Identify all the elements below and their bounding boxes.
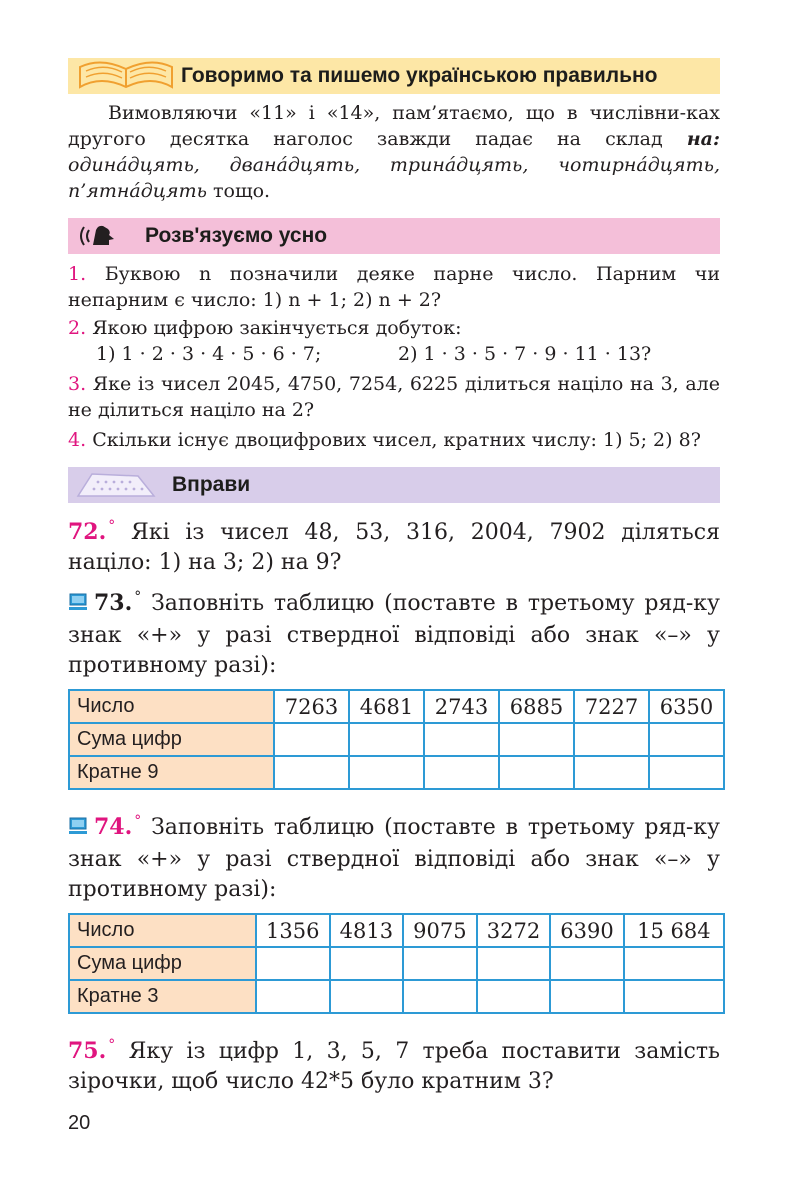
exercises-section-header bbox=[68, 467, 720, 503]
empty-cell[interactable] bbox=[424, 723, 499, 756]
empty-cell[interactable] bbox=[330, 947, 404, 980]
open-book-icon bbox=[76, 58, 176, 94]
ruler-triangle-icon bbox=[76, 467, 156, 503]
table-row: Сума цифр bbox=[69, 947, 724, 980]
empty-cell[interactable] bbox=[274, 756, 349, 789]
table-row: Кратне 9 bbox=[69, 756, 724, 789]
empty-cell[interactable] bbox=[256, 980, 330, 1013]
exercise-72: 72. ° Які із чисел 48, 53, 316, 2004, 7902 діляться націло: 1) на 3; 2) на 9? bbox=[68, 518, 720, 575]
empty-cell[interactable] bbox=[349, 723, 424, 756]
empty-cell[interactable] bbox=[499, 723, 574, 756]
oral-tasks bbox=[68, 261, 720, 453]
oral-task-4: 4. Скільки існує двоцифрових чисел, кратних числу: 1) 5; 2) 8? bbox=[68, 429, 701, 451]
table-73 bbox=[68, 689, 725, 790]
empty-cell[interactable] bbox=[477, 947, 551, 980]
empty-cell[interactable] bbox=[424, 756, 499, 789]
table-row: Кратне 3 bbox=[69, 980, 724, 1013]
table-row: Сума цифр bbox=[69, 723, 724, 756]
empty-cell[interactable] bbox=[256, 947, 330, 980]
empty-cell[interactable] bbox=[550, 947, 624, 980]
empty-cell[interactable] bbox=[574, 723, 649, 756]
empty-cell[interactable] bbox=[624, 947, 724, 980]
empty-cell[interactable] bbox=[499, 756, 574, 789]
exercises-section-title: Вправи bbox=[172, 473, 251, 496]
empty-cell[interactable] bbox=[349, 756, 424, 789]
oral-task-2: 2. Якою цифрою закінчується добуток: bbox=[68, 317, 462, 339]
rule-section-title: Говоримо та пишемо українською правильно bbox=[181, 64, 658, 87]
speaking-head-icon bbox=[76, 218, 118, 254]
exercise-74: 74. ° Заповніть таблицю (поставте в третьому ряд-ку знак «+» у разі ствердної відповіді або знак «–» у противному разі): bbox=[68, 813, 720, 902]
empty-cell[interactable] bbox=[624, 980, 724, 1013]
oral-task-3: 3. Яке із чисел 2045, 4750, 7254, 6225 ділиться націло на 3, але не ділиться націло на 2? bbox=[68, 373, 720, 421]
computer-icon bbox=[68, 815, 88, 845]
empty-cell[interactable] bbox=[403, 947, 477, 980]
exercise-75: 75. ° Яку із цифр 1, 3, 5, 7 треба поставити замість зірочки, щоб число 42*5 було кратним 3? bbox=[68, 1037, 720, 1094]
table-74 bbox=[68, 913, 725, 1014]
textbook-page bbox=[68, 58, 720, 1097]
empty-cell[interactable] bbox=[649, 723, 724, 756]
empty-cell[interactable] bbox=[330, 980, 404, 1013]
empty-cell[interactable] bbox=[649, 756, 724, 789]
rule-section-header bbox=[68, 58, 720, 94]
empty-cell[interactable] bbox=[403, 980, 477, 1013]
oral-task-2-subitems: 1) 1 · 2 · 3 · 4 · 5 · 6 · 7; 2) 1 · 3 · 5 · 7 · 9 · 11 · 13? bbox=[96, 343, 652, 365]
empty-cell[interactable] bbox=[274, 723, 349, 756]
page-number: 20 bbox=[68, 1112, 91, 1134]
table-row: Число 1356 4813 9075 3272 6390 15 684 bbox=[69, 914, 724, 947]
oral-section-header bbox=[68, 218, 720, 254]
empty-cell[interactable] bbox=[574, 756, 649, 789]
oral-task-1: 1. Буквою n позначили деяке парне число. Парним чи непарним є число: 1) n + 1; 2) n + 2? bbox=[68, 263, 720, 311]
rule-paragraph: Вимовляючи «11» і «14», пам’ятаємо, що в числівни-ках другого десятка наголос завжди падає на склад на: одина́дцять, двана́дцять, трина́дцять, чотирна́дцять, п’ятна́дцять тощо. bbox=[68, 102, 720, 202]
empty-cell[interactable] bbox=[477, 980, 551, 1013]
computer-icon bbox=[68, 591, 88, 621]
oral-section-title: Розв'язуємо усно bbox=[145, 224, 328, 247]
exercise-73: 73. ° Заповніть таблицю (поставте в третьому ряд-ку знак «+» у разі ствердної відповіді або знак «–» у противному разі): bbox=[68, 589, 720, 678]
table-row: Число 7263 4681 2743 6885 7227 6350 bbox=[69, 690, 724, 723]
empty-cell[interactable] bbox=[550, 980, 624, 1013]
